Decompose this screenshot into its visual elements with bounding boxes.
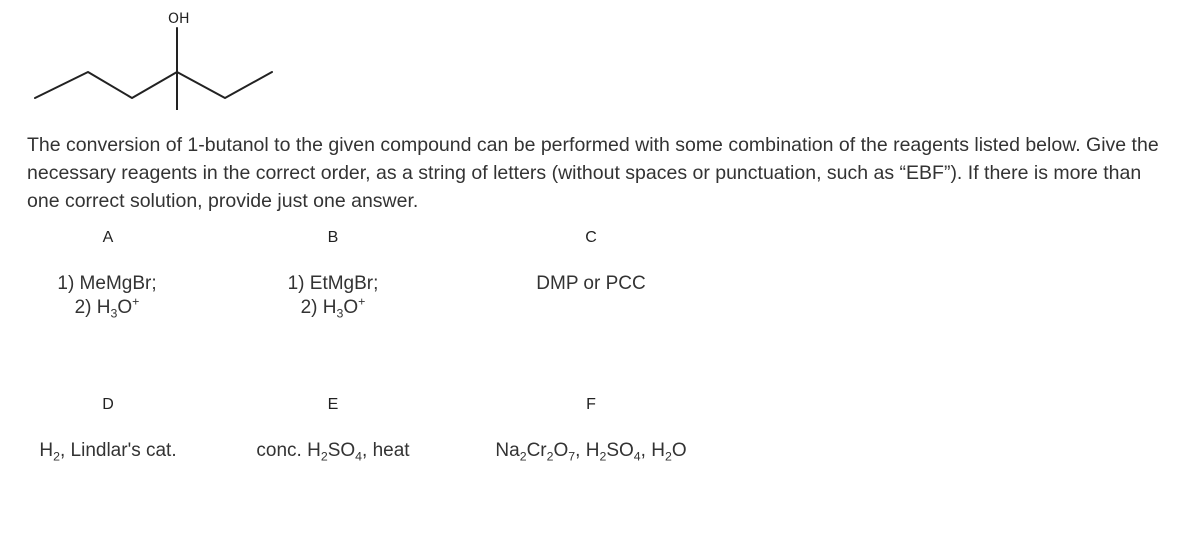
question-text: The conversion of 1-butanol to the given compound can be performed with some combination of the reagents listed below. Give the necessary reagents in the correct order, as a string of letters (without spaces or punctuation, such as “EBF”). If there is more than one correct solution, provide just one answer. <box>27 134 1159 212</box>
reagent-b-step1: 1) EtMgBr; <box>287 273 379 294</box>
hydroxyl-label: OH <box>168 11 190 27</box>
reagent-b-step2: 2) $H_3O^+$ <box>300 294 366 321</box>
option-letter-c: C <box>585 229 597 246</box>
option-letter-e: E <box>327 396 339 413</box>
reagent-c: DMP or PCC <box>536 273 646 294</box>
reagent-a <box>52 272 162 320</box>
option-letter-b: B <box>327 229 339 246</box>
carbon-chain-bonds <box>35 72 272 98</box>
option-letter-d: D <box>102 396 114 413</box>
reagent-a-step1: 1) MeMgBr; <box>57 273 157 294</box>
reagent-f: $Na_2Cr_2O_7$, $H_2SO_4$, $H_2O$ <box>495 440 687 464</box>
reagent-d: $H_2$, Lindlar's cat. <box>39 440 177 464</box>
reagent-e: conc. $H_2SO_4$, heat <box>256 440 410 464</box>
reagent-a-step2: 2) $H_3O^+$ <box>74 294 140 321</box>
molecule-structure <box>0 0 300 110</box>
reagent-b <box>278 272 388 320</box>
option-letter-a: A <box>102 229 114 246</box>
option-letter-f: F <box>586 396 596 413</box>
